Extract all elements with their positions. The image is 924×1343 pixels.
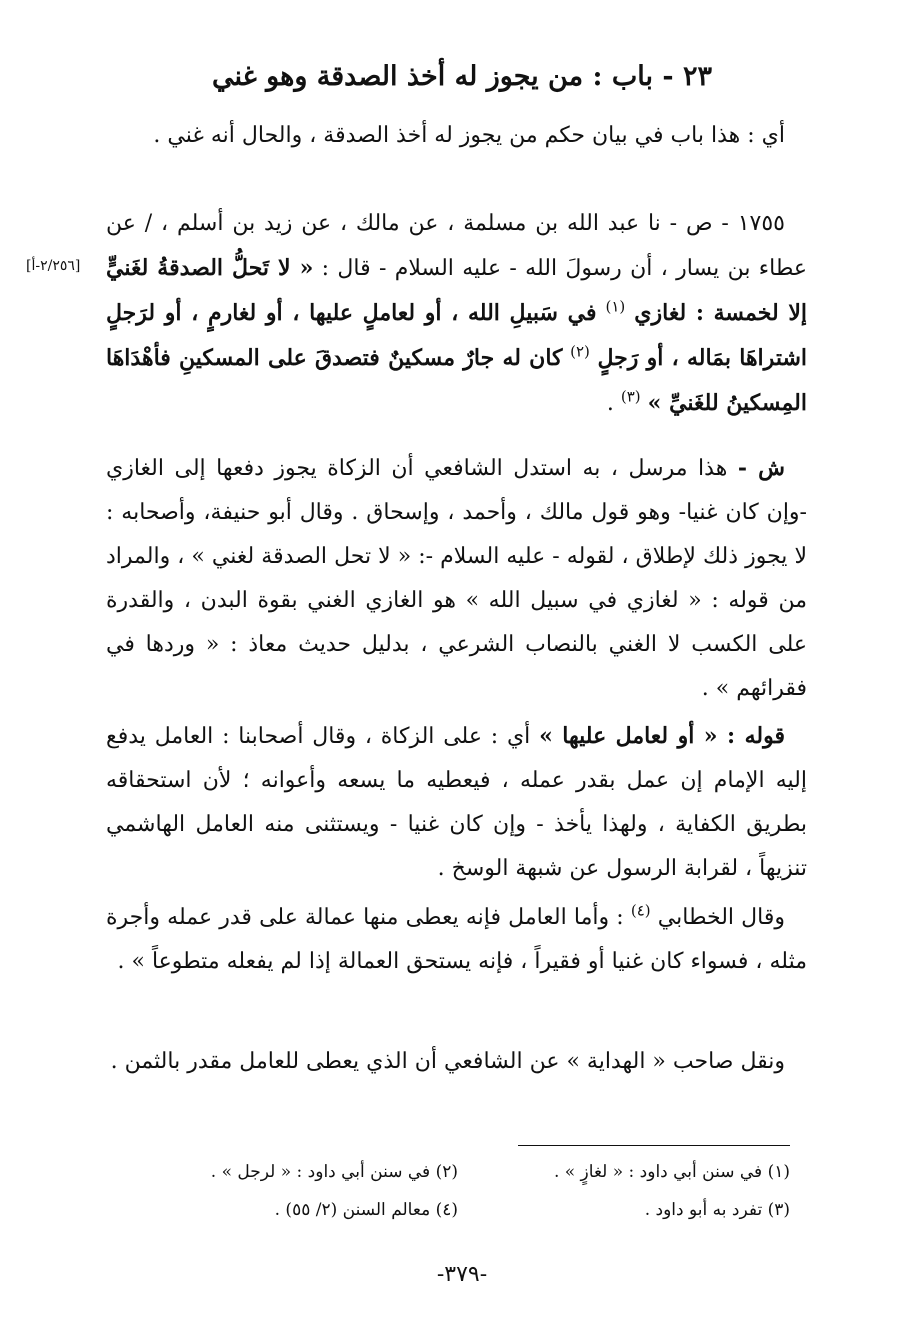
hadith-chain: ١٧٥٥ - ص - نا عبد الله بن مسلمة ، عن مالك ، عن زيد بن أسلم ، / عن عطاء بن يسار ، أن رسولَ الله - عليه السلام - قال :	[106, 211, 808, 281]
footnote-2: (٢) في سنن أبي داود : « لرجل » .	[210, 1162, 458, 1182]
khattabi-paragraph	[106, 896, 807, 984]
sharh-text: هذا مرسل ، به استدل الشافعي أن الزكاة يجوز دفعها إلى الغازي -وإن كان غنيا- وهو قول مالك ، وأحمد ، وإسحاق . وقال أبو حنيفة، وأصحابه : لا يجوز ذلك لإطلاق ، لقوله - عليه السلام -: « لا تحل الصدقة لغني » ، والمراد من قوله : « لغازي في سبيل الله » هو الغازي الغني بقوة البدن ، والقدرة على الكسب لا الغني بالنصاب الشرعي ، بدليل حديث معاذ : « وردها في فقرائهم » .	[106, 456, 807, 701]
intro-paragraph: أي : هذا باب في بيان حكم من يجوز له أخذ الصدقة ، والحال أنه غني .	[153, 123, 785, 148]
footnote-ref-3: (٣)	[620, 387, 641, 406]
footnote-4: (٤) معالم السنن (٢/ ٥٥) .	[274, 1200, 458, 1220]
hadith-end: .	[606, 391, 614, 416]
qawluhu-text: أي : على الزكاة ، وقال أصحابنا : العامل يدفع إليه الإمام إن عمل بقدر عمله ، فيعطيه ما يسعه وأعوانه ؛ لأن استحقاقه بطريق الكفاية ، ولهذا يأخذ - وإن كان غنيا - ويستثنى منه العامل الهاشمي تنزيهاً ، لقرابة الرسول عن شبهة الوسخ .	[106, 724, 807, 881]
qawluhu-paragraph	[106, 714, 807, 891]
qawluhu-label: قوله : « أو لعامل عليها »	[539, 723, 785, 749]
page-number: -٣٧٩-	[436, 1262, 488, 1287]
chapter-title: ٢٣ - باب : من يجوز له أخذ الصدقة وهو غني	[211, 61, 713, 92]
margin-reference: [٢/٢٥٦-أ]	[26, 258, 81, 274]
footnote-1: (١) في سنن أبي داود : « لغازٍ » .	[553, 1162, 790, 1182]
sharh-label: ش -	[737, 455, 785, 481]
hadith-text-c: كان له جارٌ مسكينٌ فتصدقَ على المسكينِ فأهْدَاهَا المِسكينُ للغَنيِّ »	[106, 345, 807, 416]
footnote-ref-1: (١)	[605, 297, 626, 316]
hadith-paragraph	[106, 202, 807, 426]
khattabi-text-b: : وأما العامل فإنه يعطى منها عمالة على قدر عمله وأجرة مثله ، فسواء كان غنيا أو فقيراً ، فإنه يستحق العمالة إذا لم يفعله متطوعاً » .	[106, 905, 807, 974]
khattabi-text-a: وقال الخطابي	[657, 905, 785, 930]
sharh-paragraph	[106, 446, 807, 711]
hadith-text-a: « لا تَحلُّ الصدقةُ لغَنيٍّ إلا لخمسة : لغازي	[106, 255, 807, 326]
footnote-ref-4: (٤)	[630, 901, 651, 920]
hadith-text-b: في سَبيلِ الله ، أو لعاملٍ عليها ، أو لغارمٍ ، أو لرَجلٍ اشتراهَا بمَاله ، أو رَجلٍ	[106, 300, 807, 371]
footnote-ref-2: (٢)	[570, 342, 590, 361]
footnote-separator	[518, 1145, 790, 1146]
footnote-3: (٣) تفرد به أبو داود .	[644, 1200, 790, 1220]
hidaya-paragraph: ونقل صاحب « الهداية » عن الشافعي أن الذي يعطى للعامل مقدر بالثمن .	[110, 1049, 785, 1074]
